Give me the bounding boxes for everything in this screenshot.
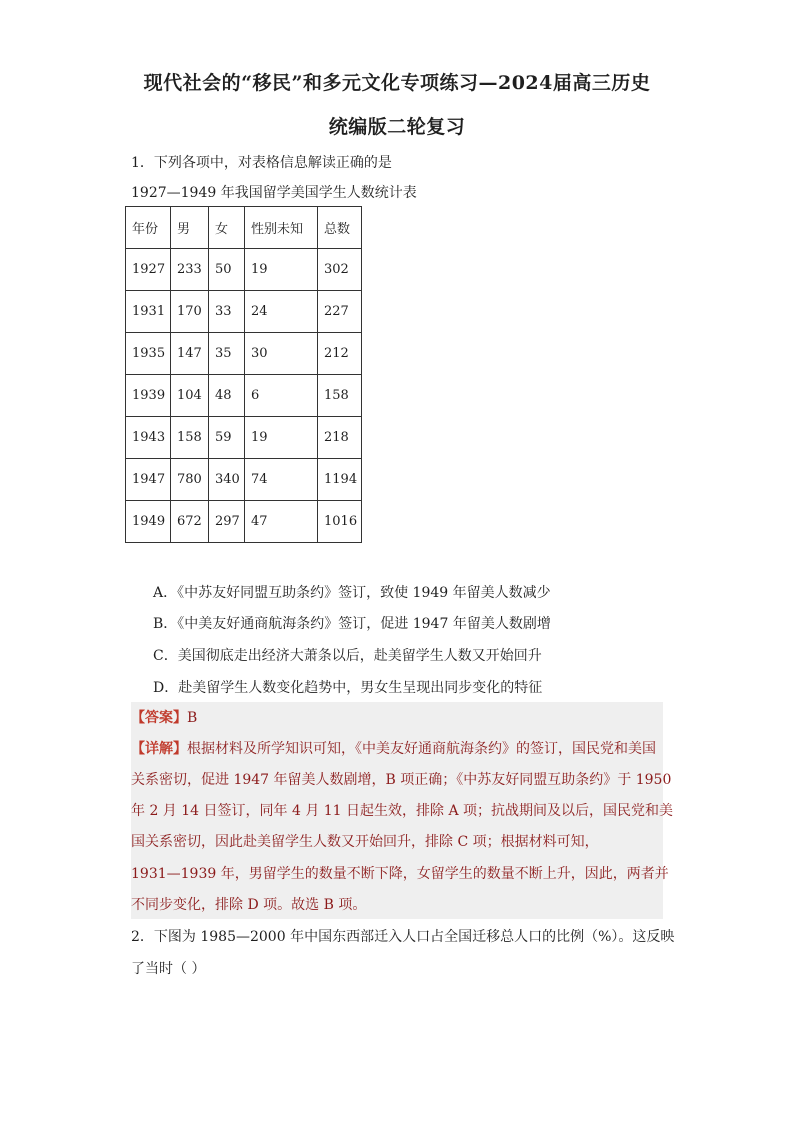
option-a: A．《中苏友好同盟互助条约》签订，致使 1949 年留美人数减少 [153, 585, 551, 601]
table-cell: 302 [318, 249, 362, 291]
detail-line-4: 国关系密切，因此赴美留学生人数又开始回升，排除 C 项；根据材料可知， [131, 834, 599, 850]
table-row [126, 333, 362, 375]
detail-line-6: 不同步变化，排除 D 项。故选 B 项。 [131, 897, 367, 913]
table-cell: 218 [318, 417, 362, 459]
table-row [126, 375, 362, 417]
table-cell: 104 [171, 375, 209, 417]
table-cell: 297 [209, 501, 245, 543]
table-cell: 780 [171, 459, 209, 501]
detail-text: 根据材料及所学知识可知，《中美友好通商航海条约》的签订，国民党和美国 [187, 741, 656, 757]
table-row [126, 459, 362, 501]
table-cell: 1016 [318, 501, 362, 543]
answer-line [131, 707, 197, 727]
table-cell: 672 [171, 501, 209, 543]
table-cell: 1194 [318, 459, 362, 501]
table-cell: 340 [209, 459, 245, 501]
table-cell: 1927 [126, 249, 171, 291]
question-1-stem: 1．下列各项中，对表格信息解读正确的是 [131, 155, 392, 171]
table-header-cell: 总数 [318, 207, 362, 249]
table-cell: 212 [318, 333, 362, 375]
table-header-cell: 女 [209, 207, 245, 249]
table-cell: 30 [245, 333, 318, 375]
table-cell: 1943 [126, 417, 171, 459]
table-cell: 59 [209, 417, 245, 459]
table-cell: 147 [171, 333, 209, 375]
table-row [126, 291, 362, 333]
detail-label: 【详解】 [131, 741, 187, 757]
table-header-cell: 年份 [126, 207, 171, 249]
table-cell: 1939 [126, 375, 171, 417]
table-cell: 19 [245, 249, 318, 291]
detail-line-5: 1931—1939 年，男留学生的数量不断下降，女留学生的数量不断上升，因此，两者并 [131, 866, 669, 882]
table-cell: 1947 [126, 459, 171, 501]
question-2-stem-line-2: 了当时（ ） [131, 961, 206, 977]
student-statistics-table [125, 206, 362, 543]
table-cell: 158 [318, 375, 362, 417]
answer-value: B [187, 710, 198, 726]
detail-line-3: 年 2 月 14 日签订，同年 4 月 11 日起生效，排除 A 项；抗战期间及以后，国民党和美 [131, 803, 674, 819]
table-cell: 1931 [126, 291, 171, 333]
table-cell: 74 [245, 459, 318, 501]
table-row [126, 417, 362, 459]
table-cell: 170 [171, 291, 209, 333]
table-header-cell: 性别未知 [245, 207, 318, 249]
detail-line-1 [131, 738, 656, 758]
table-row [126, 249, 362, 291]
option-d: D．赴美留学生人数变化趋势中，男女生呈现出同步变化的特征 [153, 680, 543, 696]
table-cell: 158 [171, 417, 209, 459]
table-cell: 50 [209, 249, 245, 291]
document-title-line-2: 统编版二轮复习 [328, 116, 466, 138]
table-cell: 19 [245, 417, 318, 459]
table-cell: 233 [171, 249, 209, 291]
table-cell: 35 [209, 333, 245, 375]
table-cell: 6 [245, 375, 318, 417]
table-cell: 1949 [126, 501, 171, 543]
option-c: C．美国彻底走出经济大萧条以后，赴美留学生人数又开始回升 [153, 648, 542, 664]
table-cell: 227 [318, 291, 362, 333]
table-row [126, 501, 362, 543]
detail-line-2: 关系密切，促进 1947 年留美人数剧增，B 项正确；《中苏友好同盟互助条约》于 1950 [131, 772, 672, 788]
table-header-row [126, 207, 362, 249]
document-title-line-1: 现代社会的“移民”和多元文化专项练习—2024届高三历史 [143, 72, 651, 94]
table-cell: 47 [245, 501, 318, 543]
question-2-stem-line-1: 2．下图为 1985—2000 年中国东西部迁入人口占全国迁移总人口的比例（%）。这反映 [131, 929, 675, 945]
table-cell: 1935 [126, 333, 171, 375]
table-caption: 1927—1949 年我国留学美国学生人数统计表 [131, 185, 417, 201]
option-b: B．《中美友好通商航海条约》签订，促进 1947 年留美人数剧增 [153, 616, 551, 632]
table-cell: 24 [245, 291, 318, 333]
table-header-cell: 男 [171, 207, 209, 249]
table-cell: 48 [209, 375, 245, 417]
answer-label: 【答案】 [131, 710, 187, 726]
table-cell: 33 [209, 291, 245, 333]
